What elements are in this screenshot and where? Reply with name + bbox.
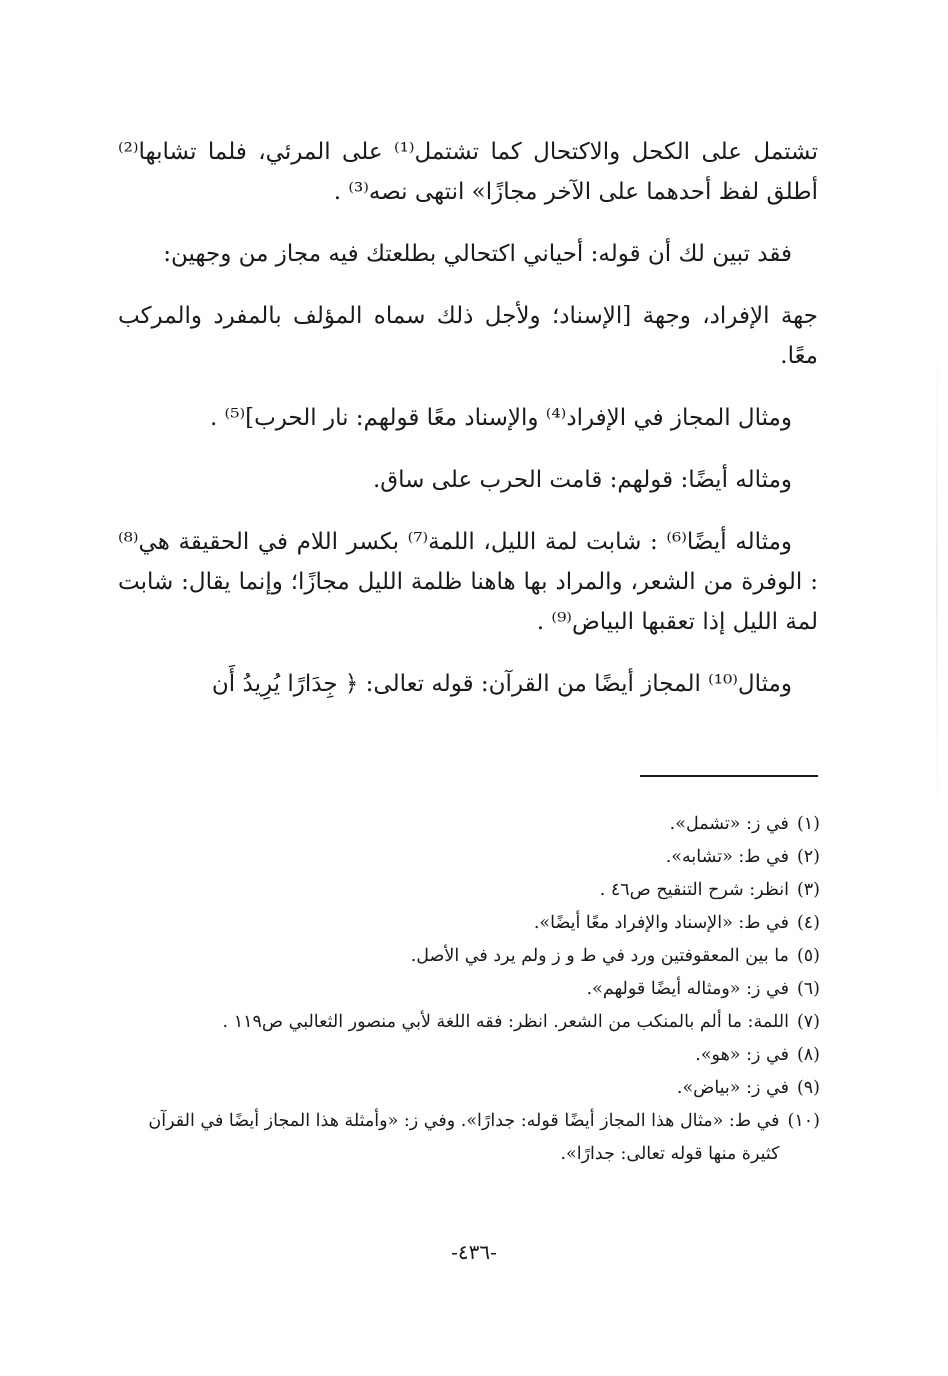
footnote: [120, 1105, 820, 1171]
footnote-number: (٦): [796, 979, 820, 999]
footnote-number: (٣): [796, 880, 820, 900]
footnote-number: (١٠): [787, 1111, 820, 1131]
footnote-text: اللمة: ما ألم بالمنكب من الشعر. انظر: فقه اللغة لأبي منصور الثعالبي ص١١٩ .: [222, 1012, 789, 1032]
footnote: [120, 1039, 820, 1072]
footnote: [120, 841, 820, 874]
footnote-number: (٩): [796, 1078, 820, 1098]
footnote-number: (٤): [796, 913, 820, 933]
footnote: [120, 1006, 820, 1039]
footnote-number: (٢): [796, 847, 820, 867]
footnote-text: في ط: «مثال هذا المجاز أيضًا قوله: جدارًا». وفي ز: «وأمثلة هذا المجاز أيضًا في القرآن كثيرة منها قوله تعالى: جدارًا».: [148, 1111, 780, 1164]
page-number: -٤٣٦-: [451, 1240, 497, 1264]
footnote-text: في ط: «الإسناد والإفراد معًا أيضًا».: [533, 913, 789, 933]
footnote-text: في ز: «هو».: [695, 1045, 789, 1065]
footnote-text: ما بين المعقوفتين ورد في ط و ز ولم يرد في الأصل.: [410, 946, 789, 966]
footnote: [120, 940, 820, 973]
paragraph: جهة الإفراد، وجهة [الإسناد؛ ولأجل ذلك سماه المؤلف بالمفرد والمركب معًا.: [118, 303, 818, 369]
footnote-text: في ز: «تشمل».: [669, 814, 789, 834]
paragraph: ومثال المجاز في الإفراد⁽⁴⁾ والإسناد معًا قولهم: نار الحرب]⁽⁵⁾ .: [209, 405, 792, 431]
footnote-number: (٧): [796, 1012, 820, 1032]
footnote: [120, 874, 820, 907]
paragraph: ومثاله أيضًا: قولهم: قامت الحرب على ساق.: [372, 467, 792, 493]
footnote-text: في ز: «بياض».: [676, 1078, 789, 1098]
footnote: [120, 973, 820, 1006]
footnote: [120, 907, 820, 940]
page-edge-shadow: [936, 330, 938, 830]
paragraph: فقد تبين لك أن قوله: أحياني اكتحالي بطلعتك فيه مجاز من وجهين:: [163, 241, 792, 267]
footnote-number: (٥): [796, 946, 820, 966]
footnote-number: (٨): [796, 1045, 820, 1065]
paragraph: تشتمل على الكحل والاكتحال كما تشتمل⁽¹⁾ على المرئي، فلما تشابها⁽²⁾ أطلق لفظ أحدهما على الآخر مجازًا» انتهى نصه⁽³⁾ .: [118, 139, 818, 205]
paragraph: ومثاله أيضًا⁽⁶⁾ : شابت لمة الليل، اللمة⁽⁷⁾ بكسر اللام في الحقيقة هي⁽⁸⁾ : الوفرة من الشعر، والمراد بها هاهنا ظلمة الليل مجازًا؛ وإنما يقال: شابت لمة الليل إذا تعقبها البياض⁽⁹⁾ .: [118, 529, 818, 635]
footnote-separator: [640, 775, 818, 777]
footnote-text: في ط: «تشابه».: [665, 847, 789, 867]
main-text: [118, 132, 818, 726]
paragraph: ومثال⁽¹⁰⁾ المجاز أيضًا من القرآن: قوله تعالى: ﴿ جِدَارًا يُرِيدُ أَن: [211, 671, 792, 697]
footnote: [120, 808, 820, 841]
footnotes: [120, 808, 820, 1171]
footnote-text: انظر: شرح التنقيح ص٤٦ .: [599, 880, 789, 900]
footnote: [120, 1072, 820, 1105]
footnote-text: في ز: «ومثاله أيضًا قولهم».: [586, 979, 789, 999]
footnote-number: (١): [796, 814, 820, 834]
